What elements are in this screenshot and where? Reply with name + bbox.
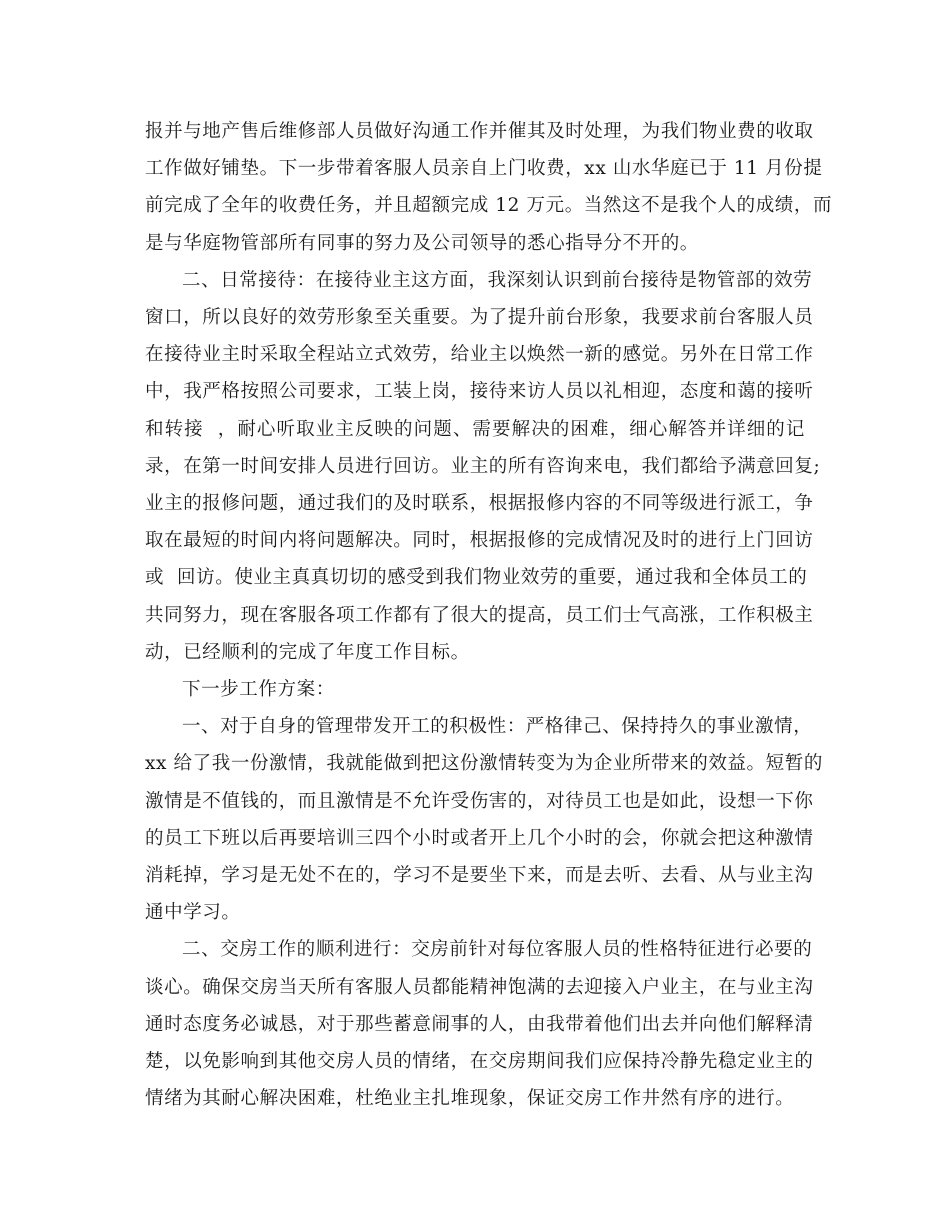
section-heading-next-plan <box>145 671 805 708</box>
text-line: 二、日常接待：在接待业主这方面，我深刻认识到前台接待是物管部的效劳 <box>182 269 813 291</box>
text-line: 情绪为其耐心解决困难，杜绝业主扎堆现象，保证交房工作井然有序的进行。 <box>145 1088 795 1110</box>
paragraph-daily-reception <box>145 262 821 671</box>
text-line: 或 回访。使业主真真切切的感受到我们物业效劳的重要，通过我和全体员工的 <box>145 567 808 589</box>
text-line: 一、对于自身的管理带发开工的积极性：严格律己、保持持久的事业激情， <box>182 716 813 738</box>
text-line: 通中学习。 <box>145 902 241 924</box>
text-line: 录，在第一时间安排人员进行回访。业主的所有咨询来电，我们都给予满意回复; <box>145 455 821 477</box>
text-line: 楚，以免影响到其他交房人员的情绪，在交房期间我们应保持冷静先稳定业主的 <box>145 1051 814 1073</box>
text-line: 中，我严格按照公司要求，工装上岗，接待来访人员以礼相迎，态度和蔼的接听 <box>145 381 814 403</box>
paragraph-self-management <box>145 708 823 931</box>
text-line: 在接待业主时采取全程站立式效劳，给业主以焕然一新的感觉。另外在日常工作 <box>145 344 814 366</box>
paragraph-billing-summary <box>145 113 833 262</box>
text-line: 动，已经顺利的完成了年度工作目标。 <box>145 641 470 663</box>
text-line: 和转接 ，耐心听取业主反映的问题、需要解决的困难，细心解答并详细的记 <box>145 418 805 440</box>
text-line: 共同努力，现在客服各项工作都有了很大的提高，员工们士气高涨，工作积极主 <box>145 604 814 626</box>
text-line: 二、交房工作的顺利进行：交房前针对每位客服人员的性格特征进行必要的 <box>182 939 813 961</box>
text-line: 谈心。确保交房当天所有客服人员都能精神饱满的去迎接入户业主，在与业主沟 <box>145 976 814 998</box>
text-line: 前完成了全年的收费任务，并且超额完成 12 万元。当然这不是我个人的成绩，而 <box>145 195 833 217</box>
text-line: 工作做好铺垫。下一步带着客服人员亲自上门收费，xx 山水华庭已于 11 月份提 <box>145 158 823 180</box>
text-line: 业主的报修问题，通过我们的及时联系，根据报修内容的不同等级进行派工，争 <box>145 493 814 515</box>
paragraph-handover-work <box>145 931 814 1117</box>
text-line: 的员工下班以后再要培训三四个小时或者开上几个小时的会，你就会把这种激情 <box>145 827 814 849</box>
text-line: 通时态度务必诚恳，对于那些蓄意闹事的人，由我带着他们出去并向他们解释清 <box>145 1013 814 1035</box>
text-line: 窗口，所以良好的效劳形象至关重要。为了提升前台形象，我要求前台客服人员 <box>145 307 814 329</box>
document-body <box>145 113 833 1117</box>
text-line: 是与华庭物管部所有同事的努力及公司领导的悉心指导分不开的。 <box>145 232 699 254</box>
text-line: 取在最短的时间内将问题解决。同时，根据报修的完成情况及时的进行上门回访 <box>145 530 814 552</box>
text-line: 下一步工作方案： <box>182 679 335 701</box>
text-line: xx 给了我一份激情，我就能做到把这份激情转变为为企业所带来的效益。短暂的 <box>145 753 823 775</box>
text-line: 消耗掉，学习是无处不在的，学习不是要坐下来，而是去听、去看、从与业主沟 <box>145 865 814 887</box>
text-line: 报并与地产售后维修部人员做好沟通工作并催其及时处理，为我们物业费的收取 <box>145 121 814 142</box>
text-line: 激情是不值钱的，而且激情是不允许受伤害的，对待员工也是如此，设想一下你 <box>145 790 814 812</box>
